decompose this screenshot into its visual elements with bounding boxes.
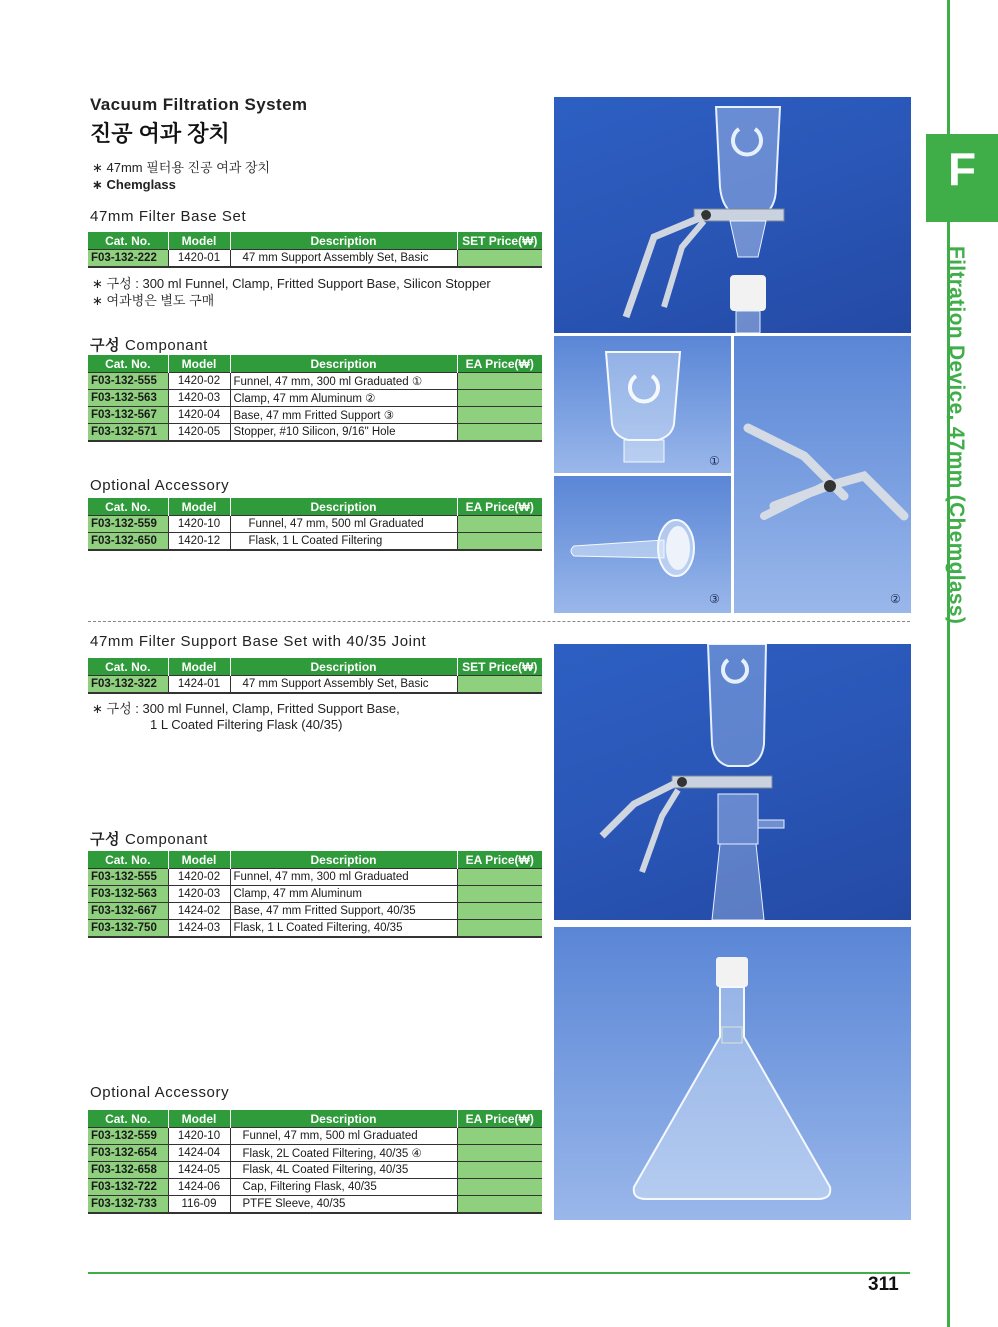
col-model: Model — [168, 498, 230, 516]
table-row — [88, 533, 542, 551]
col-desc: Description — [230, 355, 457, 373]
clamp-illustration — [734, 336, 911, 613]
table-row — [88, 676, 542, 694]
col-price: EA Price(₩) — [457, 1110, 542, 1128]
price-cell — [457, 1128, 542, 1145]
header-bullet-1-text: 47mm 필터용 진공 여과 장치 — [106, 160, 271, 175]
col-cat: Cat. No. — [88, 232, 168, 250]
cat-no: F03-132-658 — [88, 1162, 168, 1179]
model: 1424-02 — [168, 903, 230, 920]
cat-no: F03-132-722 — [88, 1179, 168, 1196]
photo-filter-base-set — [554, 97, 911, 333]
model: 1420-10 — [168, 1128, 230, 1145]
footer-line — [88, 1272, 910, 1274]
photo-filter-flask — [554, 927, 911, 1220]
description: Flask, 1 L Coated Filtering — [230, 533, 457, 551]
component-title-en: Componant — [124, 337, 208, 354]
cat-no: F03-132-654 — [88, 1145, 168, 1162]
col-model: Model — [168, 1110, 230, 1128]
model: 1424-01 — [168, 676, 230, 694]
cat-no: F03-132-750 — [88, 920, 168, 938]
description: Funnel, 47 mm, 500 ml Graduated — [230, 1128, 457, 1145]
col-desc: Description — [230, 851, 457, 869]
col-price: EA Price(₩) — [457, 498, 542, 516]
section1-optional-table — [88, 498, 542, 551]
component-title-en: Componant — [124, 831, 208, 848]
table-row — [88, 516, 542, 533]
model: 1420-05 — [168, 424, 230, 442]
photo-base — [554, 476, 731, 613]
section1-component-table — [88, 355, 542, 442]
table-row — [88, 1128, 542, 1145]
price-cell — [457, 920, 542, 938]
model: 1420-01 — [168, 250, 230, 268]
section-divider — [88, 621, 910, 622]
cat-no: F03-132-567 — [88, 407, 168, 424]
section2-optional-table — [88, 1110, 542, 1214]
table-row — [88, 1162, 542, 1179]
page-number: 311 — [868, 1274, 899, 1295]
header-bullet-1: ∗ 47mm 필터용 진공 여과 장치 — [92, 160, 271, 175]
table-row — [88, 373, 542, 390]
cat-no: F03-132-650 — [88, 533, 168, 551]
price-cell — [457, 1145, 542, 1162]
table-row — [88, 869, 542, 886]
section1-note-1: ∗ 구성 : 300 ml Funnel, Clamp, Fritted Support Base, Silicon Stopper — [92, 276, 491, 291]
description: Funnel, 47 mm, 500 ml Graduated — [230, 516, 457, 533]
cat-no: F03-132-667 — [88, 903, 168, 920]
col-cat: Cat. No. — [88, 658, 168, 676]
photo-label-funnel: ① — [709, 454, 720, 468]
cat-no: F03-132-322 — [88, 676, 168, 694]
description: 47 mm Support Assembly Set, Basic — [230, 250, 457, 268]
table-row — [88, 1179, 542, 1196]
model: 1424-03 — [168, 920, 230, 938]
model: 1420-02 — [168, 373, 230, 390]
component-title-ko: 구성 — [90, 337, 121, 354]
table-row — [88, 424, 542, 442]
section1-optional-title: Optional Accessory — [90, 477, 230, 494]
price-cell — [457, 373, 542, 390]
photo-funnel — [554, 336, 731, 473]
col-cat: Cat. No. — [88, 1110, 168, 1128]
col-cat: Cat. No. — [88, 498, 168, 516]
col-model: Model — [168, 355, 230, 373]
section2-title: 47mm Filter Support Base Set with 40/35 Joint — [90, 633, 427, 650]
description: 47 mm Support Assembly Set, Basic — [230, 676, 457, 694]
col-desc: Description — [230, 498, 457, 516]
section2-note-1-text: 구성 : 300 ml Funnel, Clamp, Fritted Support Base, — [106, 701, 400, 716]
photo-clamp — [734, 336, 911, 613]
page-title-ko: 진공 여과 장치 — [90, 121, 230, 146]
model: 1424-06 — [168, 1179, 230, 1196]
section2-note-2: 1 L Coated Filtering Flask (40/35) — [150, 717, 343, 732]
cat-no: F03-132-563 — [88, 886, 168, 903]
price-cell — [457, 1162, 542, 1179]
section1-title: 47mm Filter Base Set — [90, 208, 247, 225]
col-desc: Description — [230, 1110, 457, 1128]
section2-note-1: ∗ 구성 : 300 ml Funnel, Clamp, Fritted Support Base, — [92, 701, 400, 716]
model: 1420-10 — [168, 516, 230, 533]
col-model: Model — [168, 232, 230, 250]
cat-no: F03-132-222 — [88, 250, 168, 268]
section-tab-letter: F — [947, 143, 977, 195]
section2-component-title — [90, 828, 208, 849]
description: Clamp, 47 mm Aluminum — [230, 886, 457, 903]
description: Clamp, 47 mm Aluminum ② — [230, 390, 457, 407]
price-cell — [457, 424, 542, 442]
model: 1420-03 — [168, 886, 230, 903]
section1-note-1-text: 구성 : 300 ml Funnel, Clamp, Fritted Support Base, Silicon Stopper — [106, 276, 491, 291]
description: Flask, 1 L Coated Filtering, 40/35 — [230, 920, 457, 938]
model: 1420-12 — [168, 533, 230, 551]
cat-no: F03-132-559 — [88, 516, 168, 533]
model: 1424-05 — [168, 1162, 230, 1179]
col-price: EA Price(₩) — [457, 851, 542, 869]
model: 116-09 — [168, 1196, 230, 1214]
section1-set-table — [88, 232, 542, 268]
price-cell — [457, 407, 542, 424]
section2-component-table — [88, 851, 542, 938]
col-model: Model — [168, 658, 230, 676]
table-row — [88, 407, 542, 424]
price-cell — [457, 250, 542, 268]
description: Cap, Filtering Flask, 40/35 — [230, 1179, 457, 1196]
flask-illustration — [554, 927, 911, 1220]
col-price: EA Price(₩) — [457, 355, 542, 373]
col-price: SET Price(₩) — [457, 232, 542, 250]
vertical-section-title-text: Filtration Device, 47mm (Chemglass) — [945, 246, 968, 625]
col-cat: Cat. No. — [88, 355, 168, 373]
photo-label-base: ③ — [709, 592, 720, 606]
section1-component-title — [90, 334, 208, 355]
table-row — [88, 1145, 542, 1162]
model: 1420-04 — [168, 407, 230, 424]
model: 1424-04 — [168, 1145, 230, 1162]
price-cell — [457, 1179, 542, 1196]
description: Flask, 4L Coated Filtering, 40/35 — [230, 1162, 457, 1179]
price-cell — [457, 869, 542, 886]
table-row — [88, 920, 542, 938]
price-cell — [457, 1196, 542, 1214]
cat-no: F03-132-733 — [88, 1196, 168, 1214]
price-cell — [457, 533, 542, 551]
price-cell — [457, 516, 542, 533]
vertical-section-title — [938, 246, 992, 626]
section2-set-table — [88, 658, 542, 694]
cat-no: F03-132-559 — [88, 1128, 168, 1145]
table-row — [88, 1196, 542, 1214]
fritted-base-illustration — [554, 476, 731, 613]
col-desc: Description — [230, 232, 457, 250]
col-desc: Description — [230, 658, 457, 676]
model: 1420-03 — [168, 390, 230, 407]
section1-note-2: ∗ 여과병은 별도 구매 — [92, 293, 215, 308]
description: Stopper, #10 Silicon, 9/16" Hole — [230, 424, 457, 442]
description: Funnel, 47 mm, 300 ml Graduated — [230, 869, 457, 886]
description: Base, 47 mm Fritted Support ③ — [230, 407, 457, 424]
section1-note-2-text: 여과병은 별도 구매 — [106, 293, 215, 308]
table-row — [88, 903, 542, 920]
header-bullet-2-text: Chemglass — [106, 177, 176, 192]
cat-no: F03-132-555 — [88, 373, 168, 390]
description: PTFE Sleeve, 40/35 — [230, 1196, 457, 1214]
funnel-illustration — [554, 336, 731, 473]
price-cell — [457, 903, 542, 920]
section2-optional-title: Optional Accessory — [90, 1084, 230, 1101]
price-cell — [457, 676, 542, 694]
col-model: Model — [168, 851, 230, 869]
table-row — [88, 250, 542, 268]
table-row — [88, 390, 542, 407]
joint-assembly-illustration — [554, 644, 911, 920]
photo-support-base-set — [554, 644, 911, 920]
description: Funnel, 47 mm, 300 ml Graduated ① — [230, 373, 457, 390]
cat-no: F03-132-571 — [88, 424, 168, 442]
section-tab — [926, 134, 998, 222]
description: Flask, 2L Coated Filtering, 40/35 ④ — [230, 1145, 457, 1162]
price-cell — [457, 390, 542, 407]
model: 1420-02 — [168, 869, 230, 886]
component-title-ko: 구성 — [90, 831, 121, 848]
photo-label-clamp: ② — [890, 592, 901, 606]
price-cell — [457, 886, 542, 903]
cat-no: F03-132-563 — [88, 390, 168, 407]
table-row — [88, 886, 542, 903]
col-price: SET Price(₩) — [457, 658, 542, 676]
header-bullet-2: ∗ Chemglass — [92, 177, 176, 192]
description: Base, 47 mm Fritted Support, 40/35 — [230, 903, 457, 920]
cat-no: F03-132-555 — [88, 869, 168, 886]
page-title-en: Vacuum Filtration System — [90, 95, 308, 114]
col-cat: Cat. No. — [88, 851, 168, 869]
filter-assembly-illustration — [554, 97, 911, 333]
